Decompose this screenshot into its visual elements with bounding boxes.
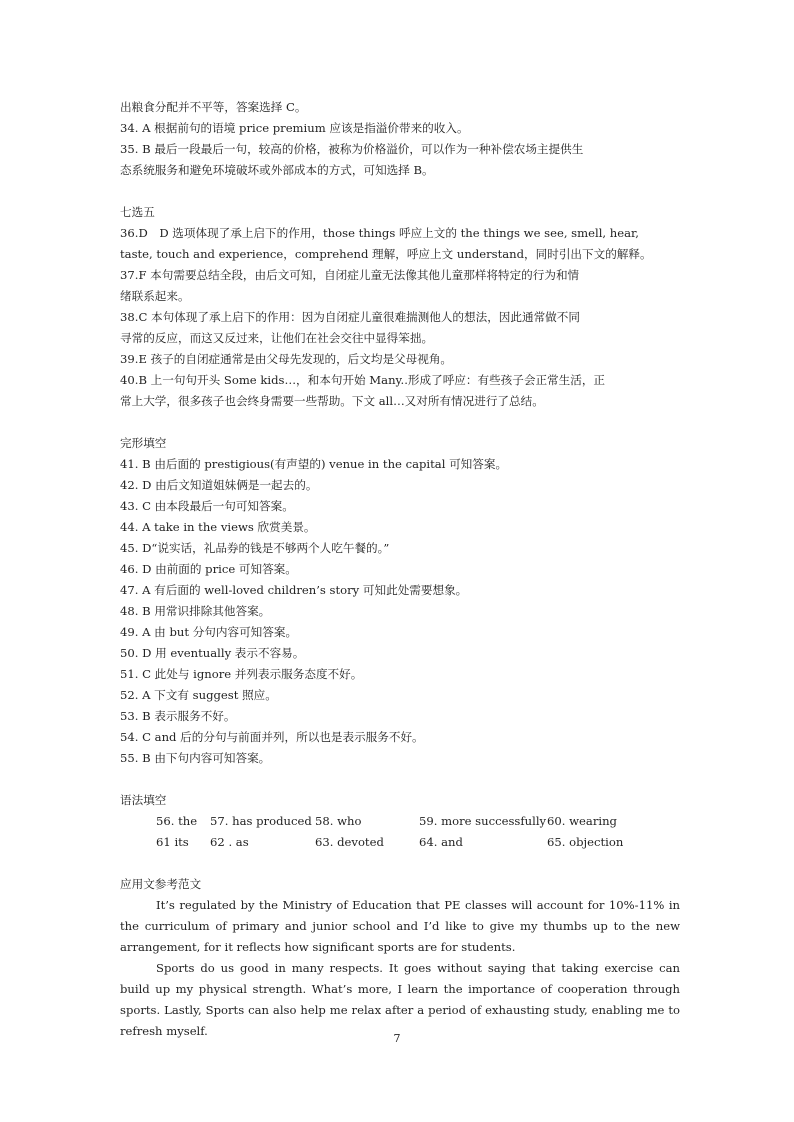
answer-44: 44. A take in the views 欣赏美景。: [120, 520, 316, 534]
answer-59: 59. more successfully: [419, 814, 547, 828]
answer-57: 57. has produced: [210, 814, 312, 828]
answer-60: 60. wearing: [547, 814, 617, 828]
text-line: 常上大学，很多孩子也会终身需要一些帮助。下文 all…又对所有情况进行了总结。: [120, 394, 544, 408]
answer-63: 63. devoted: [315, 835, 384, 849]
answer-52: 52. A 下文有 suggest 照应。: [120, 688, 277, 702]
answer-49: 49. A 由 but 分句内容可知答案。: [120, 625, 298, 639]
answer-40: 40.B 上一句句开头 Some kids…，和本句开始 Many..形成了呼应：有些孩子会正常生活，正: [120, 373, 606, 387]
section-heading: 应用文参考范文: [120, 877, 202, 891]
section-heading: 语法填空: [120, 793, 167, 807]
grammar-row: [120, 811, 680, 832]
answer-56: 56. the: [156, 814, 198, 828]
answer-35: 35. B 最后一段最后一句，较高的价格，被称为价格溢价，可以作为一种补偿农场主提供生: [120, 142, 584, 156]
page-number: 7: [393, 1032, 401, 1045]
answer-36: 36.D D 选项体现了承上启下的作用，those things 呼应上文的 the things we see, smell, hear,: [120, 226, 639, 240]
text-line: 态系统服务和避免环境破坏或外部成本的方式，可知选择 B。: [120, 163, 434, 177]
answer-61: 61 its: [156, 835, 189, 849]
answer-51: 51. C 此处与 ignore 并列表示服务态度不好。: [120, 667, 363, 681]
essay-paragraph: Sports do us good in many respects. It goes without saying that taking exercise can build up my physical strength. What’s more, I learn the importance of cooperation through sports. Lastly, Sports can also help me relax after a period of exhausting study, enabling me to refresh myself.: [120, 961, 680, 1038]
answer-38: 38.C 本句体现了承上启下的作用：因为自闭症儿童很难揣测他人的想法，因此通常做不同: [120, 310, 580, 324]
writing-section: [120, 874, 680, 1042]
answer-41: 41. B 由后面的 prestigious(有声望的) venue in the capital 可知答案。: [120, 457, 508, 471]
answer-46: 46. D 由前面的 price 可知答案。: [120, 562, 297, 576]
answer-39: 39.E 孩子的自闭症通常是由父母先发现的，后文均是父母视角。: [120, 352, 453, 366]
answer-64: 64. and: [419, 835, 463, 849]
answer-55: 55. B 由下句内容可知答案。: [120, 751, 271, 765]
grammar-section: [120, 790, 680, 853]
grammar-row: [120, 832, 680, 853]
answer-65: 65. objection: [547, 835, 624, 849]
essay-paragraph: It’s regulated by the Ministry of Education that PE classes will account for 10%-11% in the curriculum of primary and junior school and I’d like to give my thumbs up to the new arrangement, for it reflects how significant sports are for students.: [120, 898, 680, 954]
text-line: 绪联系起来。: [120, 289, 190, 303]
answer-62: 62 . as: [210, 835, 249, 849]
answer-37: 37.F 本句需要总结全段，由后文可知，自闭症儿童无法像其他儿童那样将特定的行为和情: [120, 268, 580, 282]
answer-58: 58. who: [315, 814, 362, 828]
page-content: [120, 97, 680, 1042]
text-line: 寻常的反应，而这又反过来，让他们在社会交往中显得笨拙。: [120, 331, 434, 345]
answer-34: 34. A 根据前句的语境 price premium 应该是指溢价带来的收入。: [120, 121, 469, 135]
section-heading: 七选五: [120, 205, 155, 219]
answer-48: 48. B 用常识排除其他答案。: [120, 604, 271, 618]
answer-43: 43. C 由本段最后一句可知答案。: [120, 499, 294, 513]
cloze-section: [120, 433, 680, 769]
text-line: 出粮食分配并不平等，答案选择 C。: [120, 100, 307, 114]
answer-45: 45. D“说实话，礼品券的钱是不够两个人吃午餐的。”: [120, 541, 390, 555]
answer-53: 53. B 表示服务不好。: [120, 709, 236, 723]
answer-47: 47. A 有后面的 well-loved children’s story 可知此处需要想象。: [120, 583, 468, 597]
seven-choose-five-section: [120, 202, 680, 412]
answer-42: 42. D 由后文知道姐妹俩是一起去的。: [120, 478, 318, 492]
answer-50: 50. D 用 eventually 表示不容易。: [120, 646, 305, 660]
text-line: taste, touch and experience，comprehend 理解，呼应上文 understand，同时引出下文的解释。: [120, 247, 652, 261]
answer-54: 54. C and 后的分句与前面并列，所以也是表示服务不好。: [120, 730, 424, 744]
section-heading: 完形填空: [120, 436, 167, 450]
